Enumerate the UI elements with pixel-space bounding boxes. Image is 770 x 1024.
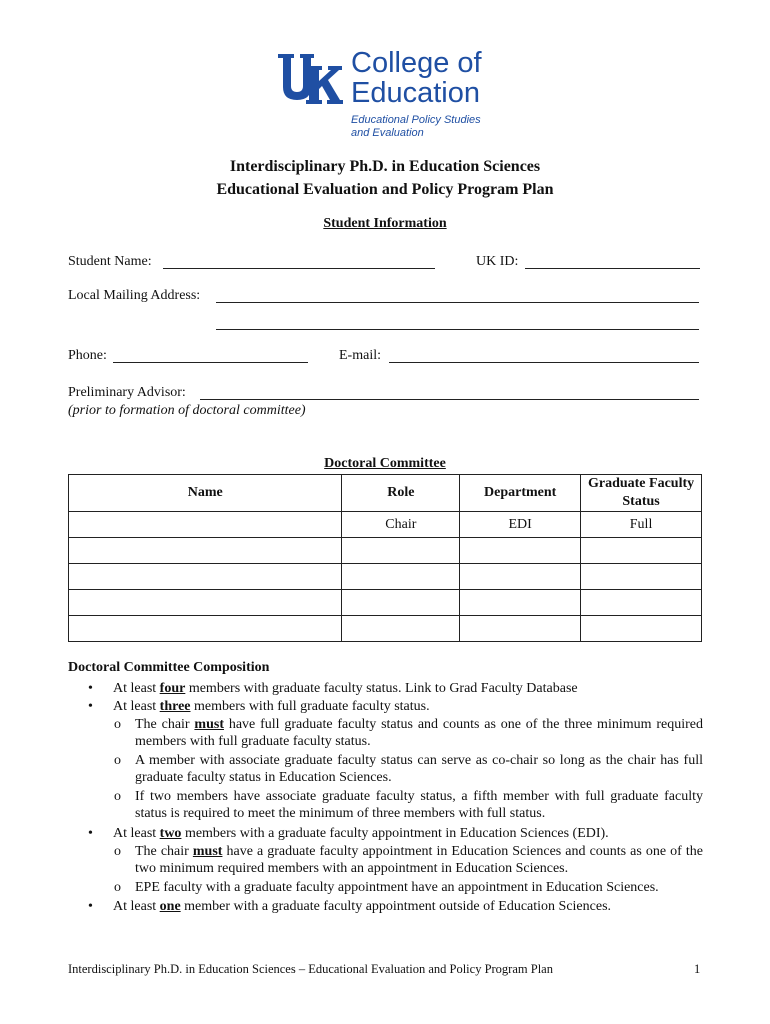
cell-name[interactable] — [69, 512, 342, 538]
page-footer: Interdisciplinary Ph.D. in Education Sciences – Educational Evaluation and Policy Program Plan — [68, 962, 553, 976]
advisor-note: (prior to formation of doctoral committee) — [68, 403, 306, 418]
page-number: 1 — [694, 962, 701, 976]
sub-bullet-icon: o — [114, 880, 121, 895]
cell-name[interactable] — [69, 538, 342, 564]
cell-status[interactable] — [581, 616, 702, 642]
sub-bullet-icon: o — [114, 789, 121, 804]
cell-department[interactable] — [460, 590, 581, 616]
mailing-address-field-2[interactable] — [216, 329, 699, 330]
cell-role[interactable]: Chair — [342, 512, 460, 538]
composition-heading: Doctoral Committee Composition — [68, 660, 270, 675]
cell-status[interactable] — [581, 564, 702, 590]
rule-chair-full-status: The chair must have full graduate faculty status and counts as one of the three minimum required members with full graduate faculty status. — [135, 717, 703, 749]
cell-department[interactable]: EDI — [460, 512, 581, 538]
cell-name[interactable] — [69, 616, 342, 642]
cell-role[interactable] — [342, 538, 460, 564]
table-row — [69, 590, 702, 616]
rule-two-members-edi: At least two members with a graduate faculty appointment in Education Sciences (EDI). — [113, 826, 609, 841]
email-label: E-mail: — [339, 348, 381, 363]
document-title: Interdisciplinary Ph.D. in Education Sciences — [229, 158, 541, 175]
advisor-field[interactable] — [200, 399, 699, 400]
bullet-icon: • — [88, 899, 93, 914]
rule-chair-edi-appointment: The chair must have a graduate faculty appointment in Education Sciences and counts as one of the two minimum required members with an appointment in Education Sciences. — [135, 844, 703, 876]
uk-logo-icon — [276, 50, 344, 108]
rule-three-members: At least three members with full graduate faculty status. — [113, 699, 430, 714]
cell-status[interactable]: Full — [581, 512, 702, 538]
bullet-icon: • — [88, 681, 93, 696]
cell-name[interactable] — [69, 564, 342, 590]
sub-bullet-icon: o — [114, 844, 121, 859]
cell-role[interactable] — [342, 616, 460, 642]
mailing-address-label: Local Mailing Address: — [68, 288, 201, 303]
cell-department[interactable] — [460, 538, 581, 564]
logo-dept-line1: Educational Policy Studies — [351, 114, 481, 126]
table-row — [69, 538, 702, 564]
logo-dept-line2: and Evaluation — [351, 127, 424, 139]
mailing-address-field-1[interactable] — [216, 302, 699, 303]
cell-role[interactable] — [342, 564, 460, 590]
committee-heading: Doctoral Committee — [324, 456, 446, 471]
logo-college-of: College of — [351, 47, 482, 79]
rule-one-outside-member: At least one member with a graduate faculty appointment outside of Education Sciences. — [113, 899, 612, 914]
logo-education: Education — [351, 77, 480, 109]
advisor-label: Preliminary Advisor: — [68, 385, 186, 400]
committee-table — [68, 474, 702, 642]
email-field[interactable] — [389, 362, 699, 363]
col-header-department: Department — [460, 475, 581, 512]
student-info-heading: Student Information — [323, 216, 447, 231]
college-logo — [276, 48, 506, 143]
phone-label: Phone: — [68, 348, 107, 363]
sub-bullet-icon: o — [114, 753, 121, 768]
document-subtitle: Educational Evaluation and Policy Program Plan — [216, 181, 554, 198]
col-header-role: Role — [342, 475, 460, 512]
phone-field[interactable] — [113, 362, 308, 363]
bullet-icon: • — [88, 699, 93, 714]
rule-fifth-member: If two members have associate graduate faculty status, a fifth member with full graduate faculty status is required to meet the minimum of three members with full status. — [135, 789, 703, 821]
bullet-icon: • — [88, 826, 93, 841]
table-row — [69, 564, 702, 590]
uk-id-field[interactable] — [525, 268, 700, 269]
cell-department[interactable] — [460, 564, 581, 590]
sub-bullet-icon: o — [114, 717, 121, 732]
cell-status[interactable] — [581, 538, 702, 564]
rule-epe-faculty: EPE faculty with a graduate faculty appointment have an appointment in Education Sciences. — [135, 880, 659, 895]
rule-co-chair: A member with associate graduate faculty status can serve as co-chair so long as the chair has full graduate faculty status in Education Sciences. — [135, 753, 703, 785]
student-name-field[interactable] — [163, 268, 435, 269]
rule-four-members: At least four members with graduate faculty status. Link to Grad Faculty Database — [113, 681, 578, 696]
uk-id-label: UK ID: — [476, 254, 519, 269]
cell-role[interactable] — [342, 590, 460, 616]
cell-name[interactable] — [69, 590, 342, 616]
cell-department[interactable] — [460, 616, 581, 642]
student-name-label: Student Name: — [68, 254, 152, 269]
col-header-name: Name — [69, 475, 342, 512]
cell-status[interactable] — [581, 590, 702, 616]
table-row — [69, 512, 702, 538]
table-row — [69, 616, 702, 642]
col-header-faculty-status: Graduate Faculty Status — [581, 475, 702, 512]
